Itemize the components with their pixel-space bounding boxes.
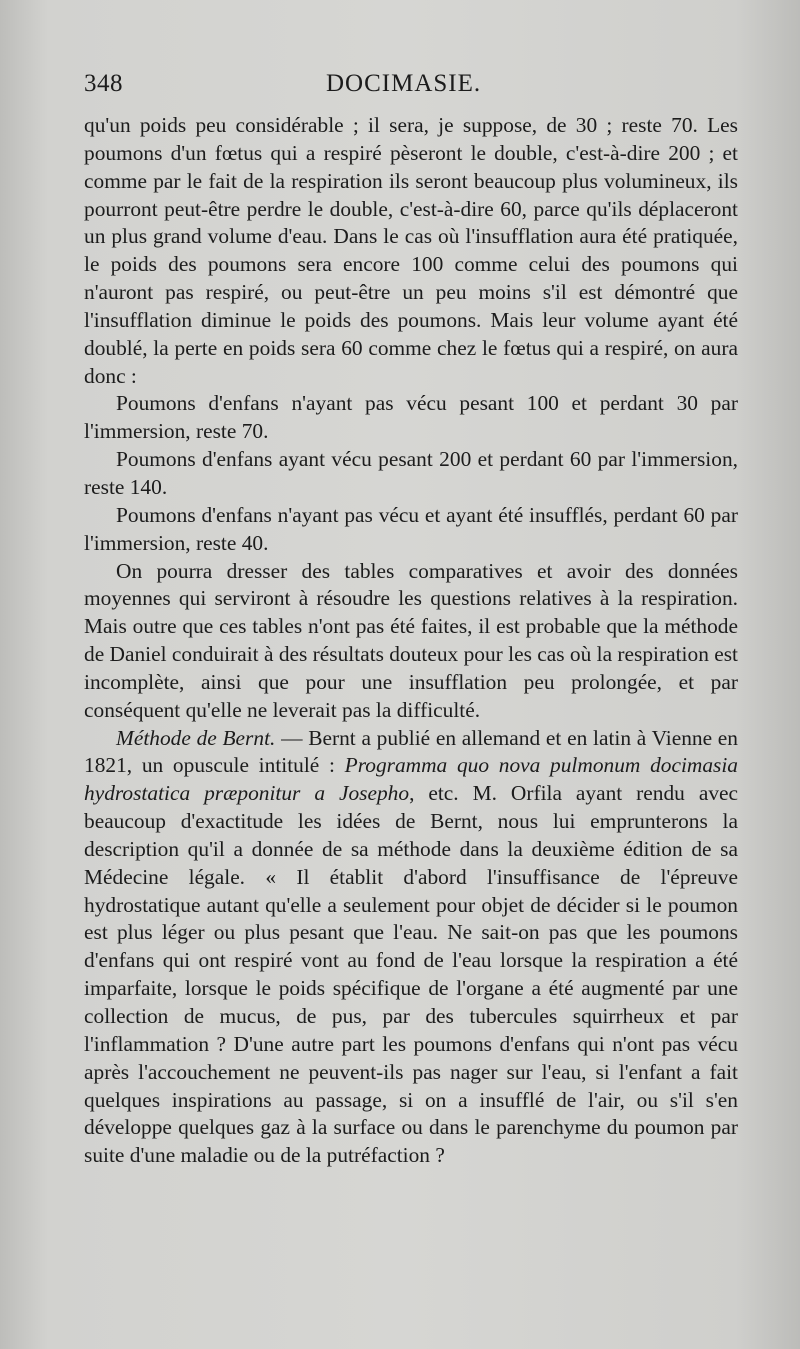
page-number: 348 (84, 70, 123, 97)
page-header (84, 70, 732, 106)
bernt-rest-text: , etc. M. Orfila ayant rendu avec beaucoup d'exactitude les idées de Bernt, nous lui emprunterons la description qu'il a donnée de sa méthode dans la deuxième édition de sa Médecine légale. « Il établit d'abord l'insuffisance de l'épreuve hydrostatique autant qu'elle a seulement pour objet de décider si le poumon est plus léger ou plus pesant que l'eau. Ne sait-on pas que les poumons d'enfans qui ont respiré vont au fond de l'eau lorsque la respiration a été imparfaite, lorsque le poids spécifique de l'organe a été augmenté par une collection de mucus, de pus, par des tubercules squirrheux et par l'inflammation ? D'une autre part les poumons d'enfans qui n'ont pas vécu après l'accouchement ne peuvent-ils pas nager sur l'eau, si l'enfant a fait quelques inspirations au passage, si on a insufflé de l'air, ou s'il s'en développe quelques gaz à la surface ou dans le parenchyme du poumon par suite d'une maladie ou de la putréfaction ? (84, 781, 739, 1168)
paragraph-comparative-tables: On pourra dresser des tables comparatives et avoir des données moyennes qui serviront à résoudre les questions relatives à la respiration. Mais outre que ces tables n'ont pas été faites, il est probable que la méthode de Daniel conduirait à des résultats douteux pour les cas où la respiration est incomplète, ainsi que pour une insufflation peu prolongée, et par conséquent qu'elle ne leverait pas la difficulté. (84, 558, 739, 722)
paragraph-continued: qu'un poids peu considérable ; il sera, je suppose, de 30 ; reste 70. Les poumons d'un fœtus qui a respiré pèseront le double, c'est-à-dire 200 ; et comme par le fait de la respiration ils seront beaucoup plus volumineux, ils pourront peut-être perdre le double, c'est-à-dire 60, parce qu'ils déplaceront un plus grand volume d'eau. Dans le cas où l'insufflation aura été pratiquée, le poids des poumons sera encore 100 comme celui des poumons qui n'auront pas respiré, ou peut-être un peu moins s'il est démontré que l'insufflation diminue le poids des poumons. Mais leur volume ayant été doublé, la perte en poids sera 60 comme chez le fœtus qui a respiré, on aura donc : (84, 113, 738, 388)
running-title: DOCIMASIE. (326, 70, 482, 97)
bernt-lead-text: — Bernt a publié en allemand et en latin à Vienne en 1821, un opuscule intitulé : (84, 725, 738, 778)
bernt-work-title: Programma quo nova pulmonum docimasia hydrostatica præponitur a Josepho (84, 753, 739, 806)
paragraph-lungs-insufflated: Poumons d'enfans n'ayant pas vécu et ayant été insufflés, perdant 60 par l'immersion, reste 40. (84, 502, 738, 555)
body-text (84, 112, 738, 1170)
paragraph-lungs-lived: Poumons d'enfans ayant vécu pesant 200 et perdant 60 par l'immersion, reste 140. (84, 447, 738, 499)
paragraph-bernt-method (84, 725, 738, 1171)
paragraph-lungs-not-lived: Poumons d'enfans n'ayant pas vécu pesant 100 et perdant 30 par l'immersion, reste 70. (84, 391, 738, 444)
section-title-bernt: Méthode de Bernt. (116, 725, 276, 750)
